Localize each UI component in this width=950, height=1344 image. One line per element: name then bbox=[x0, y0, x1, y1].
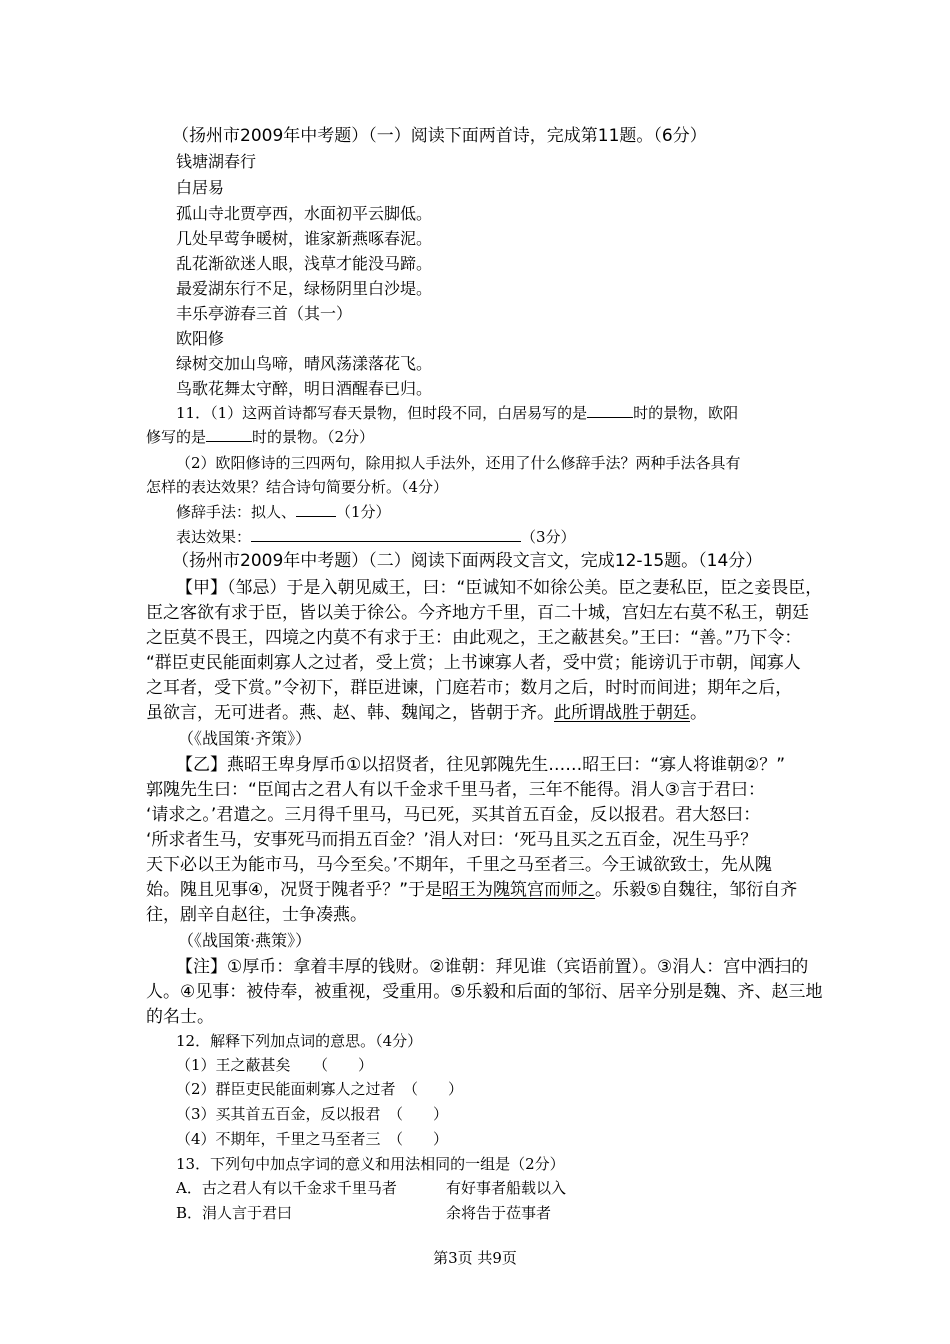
note-line: 的名士。 bbox=[146, 1007, 214, 1027]
q13-option-a: A．古之君人有以千金求千里马者 bbox=[176, 1179, 397, 1197]
poem2-line: 绿树交加山鸟啼，晴风荡漾落花飞。 bbox=[176, 354, 433, 373]
q12-item: （1）王之蔽甚矣 （ ） bbox=[176, 1056, 374, 1074]
q13-option-b-pair: 余将告于莅事者 bbox=[446, 1204, 552, 1222]
section2-heading: （扬州市2009年中考题）（二）阅读下面两段文言文，完成12-15题。（14分） bbox=[172, 551, 763, 571]
q12-stem: 12．解释下列加点词的意思。（4分） bbox=[176, 1032, 423, 1050]
q11-rhetoric-line: 修辞手法：拟人、 （1分） bbox=[176, 503, 391, 521]
answer-blank[interactable] bbox=[587, 417, 633, 418]
q11-part2-line1: （2）欧阳修诗的三四两句，除用拟人手法外，还用了什么修辞手法？两种手法各具有 bbox=[176, 454, 741, 472]
poem2-line: 鸟歌花舞太守醉，明日酒醒春已归。 bbox=[176, 379, 433, 398]
yi-source: （《战国策·燕策》） bbox=[178, 931, 312, 950]
poem1-title: 钱塘湖春行 bbox=[176, 152, 257, 171]
poem1-line: 乱花渐欲迷人眼，浅草才能没马蹄。 bbox=[176, 254, 433, 273]
yi-line: 始。隗且见事④，况贤于隗者乎？”于是昭王为隗筑宫而师之。乐毅⑤自魏往，邹衍自齐 bbox=[146, 880, 798, 900]
poem1-line: 几处早莺争暖树，谁家新燕啄春泥。 bbox=[176, 229, 433, 248]
yi-line: 【乙】燕昭王卑身厚币①以招贤者，往见郭隗先生……昭王曰：“寡人将谁朝②？” bbox=[176, 755, 786, 775]
q11-part1-line2: 修写的是 时的景物。（2分） bbox=[146, 428, 375, 446]
q13-option-a-pair: 有好事者船载以入 bbox=[446, 1179, 567, 1197]
yi-line: ‘所求者生马，安事死马而捐五百金？’涓人对曰：‘死马且买之五百金，况生马乎？ bbox=[146, 830, 758, 850]
jia-line: 之臣莫不畏王，四境之内莫不有求于王：由此观之，王之蔽甚矣。”王曰：“善。”乃下令： bbox=[146, 628, 802, 648]
q12-item: （3）买其首五百金，反以报君 （ ） bbox=[176, 1105, 449, 1123]
q11-effect-line: 表达效果： （3分） bbox=[176, 528, 576, 546]
jia-line: “群臣吏民能面刺寡人之过者，受上赏；上书谏寡人者，受中赏；能谤讥于市朝，闻寡人 bbox=[146, 653, 801, 673]
poem2-author: 欧阳修 bbox=[176, 329, 225, 348]
q13-option-b: B．涓人言于君曰 bbox=[176, 1204, 293, 1222]
jia-line: 臣之客欲有求于臣，皆以美于徐公。今齐地方千里，百二十城，宫妇左右莫不私王，朝廷 bbox=[146, 603, 809, 623]
poem1-line: 孤山寺北贾亭西，水面初平云脚低。 bbox=[176, 204, 433, 223]
poem1-line: 最爱湖东行不足，绿杨阴里白沙堤。 bbox=[176, 279, 433, 298]
q12-item: （4）不期年，千里之马至者三 （ ） bbox=[176, 1130, 449, 1148]
page-number: 第3页 共9页 bbox=[433, 1249, 517, 1267]
poem1-author: 白居易 bbox=[176, 178, 225, 197]
answer-blank[interactable] bbox=[251, 541, 521, 542]
poem2-title: 丰乐亭游春三首（其一） bbox=[176, 304, 353, 323]
q11-part2-line2: 怎样的表达效果？结合诗句简要分析。（4分） bbox=[146, 478, 449, 496]
q13-stem: 13．下列句中加点字词的意义和用法相同的一组是（2分） bbox=[176, 1155, 565, 1173]
yi-line: 往，剧辛自赵往，士争凑燕。 bbox=[146, 905, 367, 925]
jia-line: 【甲】（邹忌）于是入朝见威王，曰：“臣诚知不如徐公美。臣之妻私臣，臣之妾畏臣， bbox=[176, 578, 823, 598]
note-line: 【注】①厚币：拿着丰厚的钱财。②谁朝：拜见谁（宾语前置）。③涓人：宫中洒扫的 bbox=[176, 957, 809, 977]
jia-line: 之耳者，受下赏。”令初下，群臣进谏，门庭若市；数月之后，时时而间进；期年之后， bbox=[146, 678, 793, 698]
underlined-sentence: 此所谓战胜于朝廷 bbox=[554, 703, 690, 723]
jia-line: 虽欲言，无可进者。燕、赵、韩、魏闻之，皆朝于齐。此所谓战胜于朝廷。 bbox=[146, 703, 707, 723]
yi-line: ‘请求之。’君遣之。三月得千里马，马已死，买其首五百金，反以报君。君大怒曰： bbox=[146, 805, 761, 825]
jia-source: （《战国策·齐策》） bbox=[178, 729, 312, 748]
note-line: 人。④见事：被侍奉，被重视，受重用。⑤乐毅和后面的邹衍、居辛分别是魏、齐、赵三地 bbox=[146, 982, 823, 1002]
yi-line: 郭隗先生曰：“臣闻古之君人有以千金求千里马者，三年不能得。涓人③言于君曰： bbox=[146, 780, 766, 800]
yi-line: 天下必以王为能市马，马今至矣。’不期年，千里之马至者三。今王诚欲致士，先从隗 bbox=[146, 855, 772, 875]
section1-heading: （扬州市2009年中考题）（一）阅读下面两首诗，完成第11题。（6分） bbox=[172, 126, 707, 146]
underlined-sentence: 昭王为隗筑宫而师之 bbox=[442, 880, 596, 900]
q12-item: （2）群臣吏民能面刺寡人之过者 （ ） bbox=[176, 1080, 464, 1098]
answer-blank[interactable] bbox=[206, 441, 252, 442]
q11-part1-line1: 11．（1）这两首诗都写春天景物，但时段不同，白居易写的是 时的景物，欧阳 bbox=[176, 404, 739, 422]
answer-blank[interactable] bbox=[296, 516, 336, 517]
